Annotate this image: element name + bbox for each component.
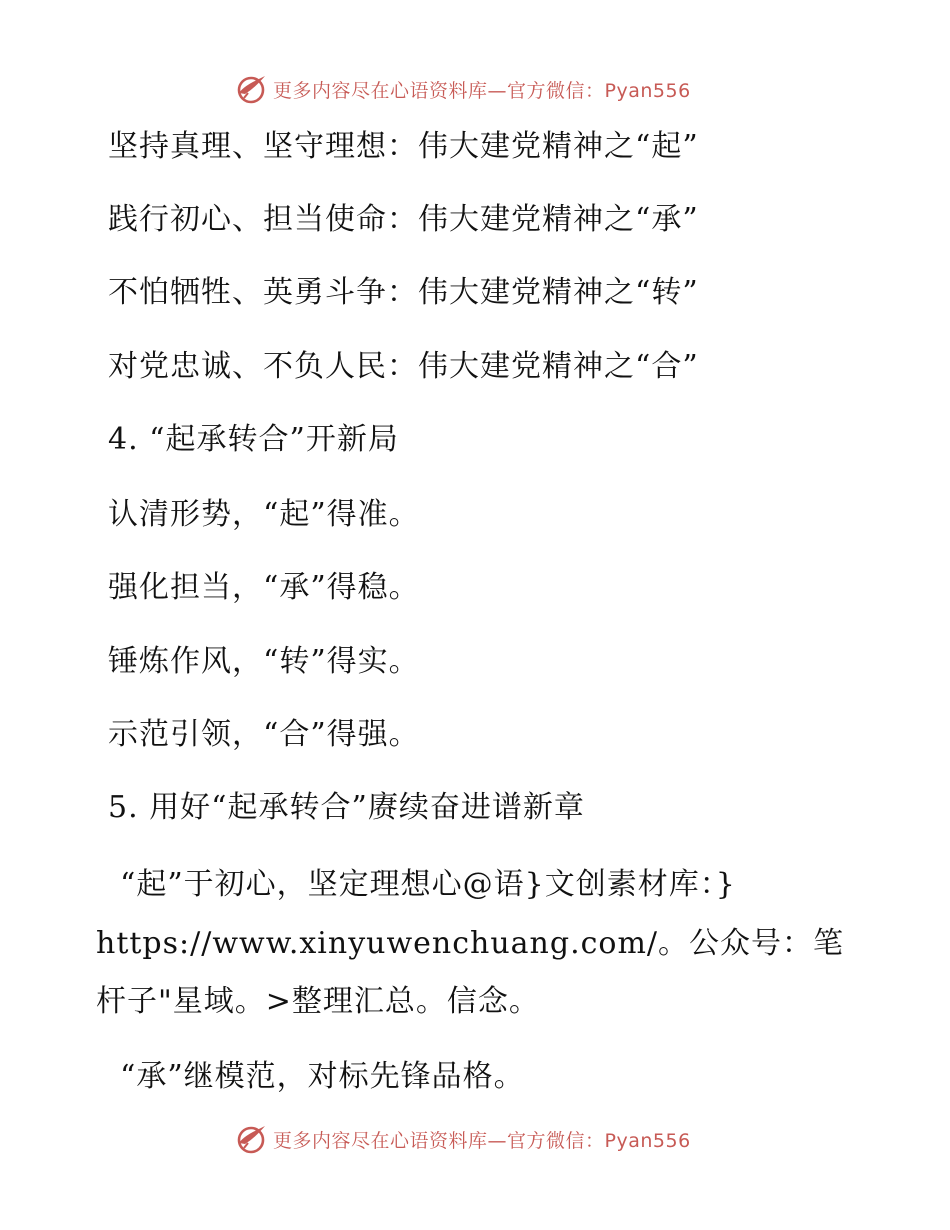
body-line: 杆子"星域。>整理汇总。信念。	[96, 984, 540, 1019]
body-line: 锤炼作风，“转”得实。	[108, 644, 420, 679]
quill-logo-icon	[235, 73, 267, 105]
body-line: 坚持真理、坚守理想：伟大建党精神之“起”	[108, 129, 699, 164]
footer-banner	[235, 1122, 715, 1156]
body-line: 示范引领，“合”得强。	[108, 717, 420, 752]
section-heading: 4. “起承转合”开新局	[108, 422, 399, 457]
body-line: 对党忠诚、不负人民：伟大建党精神之“合”	[108, 349, 699, 384]
body-line: 不怕牺牲、英勇斗争：伟大建党精神之“转”	[108, 275, 699, 310]
header-banner	[235, 72, 715, 106]
footer-banner-text: 更多内容尽在心语资料库—官方微信：Pyan556	[273, 1129, 691, 1152]
body-line: 强化担当，“承”得稳。	[108, 570, 420, 605]
body-line: “承”继模范，对标先锋品格。	[120, 1059, 525, 1094]
body-line: https://www.xinyuwenchuang.com/。公众号：笔	[96, 926, 845, 961]
body-line: 践行初心、担当使命：伟大建党精神之“承”	[108, 202, 699, 237]
body-line: “起”于初心，坚定理想心@语}文创素材库：}	[120, 867, 736, 902]
header-banner-text: 更多内容尽在心语资料库—官方微信：Pyan556	[273, 79, 691, 102]
body-line: 认清形势，“起”得准。	[108, 497, 420, 532]
section-heading: 5. 用好“起承转合”赓续奋进谱新章	[108, 790, 585, 825]
quill-logo-icon	[235, 1123, 267, 1155]
